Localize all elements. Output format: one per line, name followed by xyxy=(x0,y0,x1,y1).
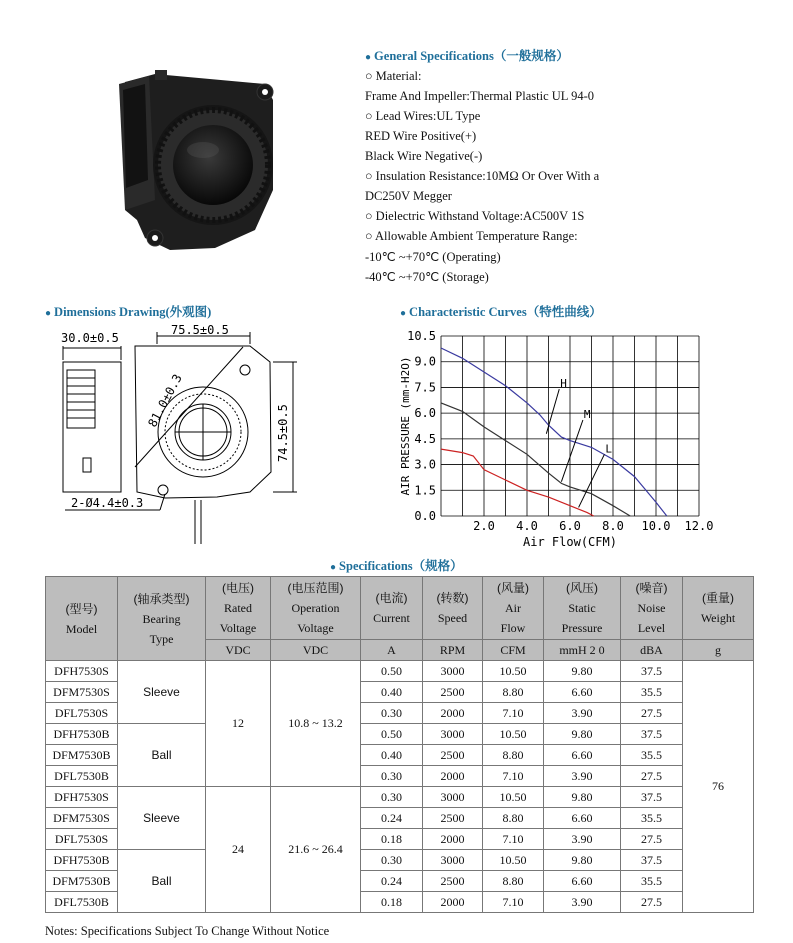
height-label: 74.5±0.5 xyxy=(276,404,290,462)
header-cell xyxy=(271,577,361,640)
spec-line: -10℃ ~+70℃ (Operating) xyxy=(365,250,501,264)
unit-cell: CFM xyxy=(483,640,544,661)
header-text: Voltage xyxy=(219,621,257,635)
header-cell xyxy=(544,577,621,640)
noise-cell: 27.5 xyxy=(621,766,683,787)
header-row xyxy=(46,577,754,640)
header-cell xyxy=(683,577,754,640)
table-row xyxy=(46,850,754,871)
curves-title: ● Characteristic Curves（特性曲线） xyxy=(400,305,602,319)
characteristic-chart xyxy=(395,326,715,552)
spec-line: ○ Material: xyxy=(365,69,422,83)
model-cell: DFL7530S xyxy=(46,829,118,850)
current-cell: 0.50 xyxy=(361,661,423,682)
current-cell: 0.18 xyxy=(361,829,423,850)
current-cell: 0.40 xyxy=(361,682,423,703)
spec-line: RED Wire Positive(+) xyxy=(365,129,477,143)
bearing-cell: Sleeve xyxy=(118,787,206,850)
speed-cell: 2000 xyxy=(423,892,483,913)
noise-cell: 37.5 xyxy=(621,850,683,871)
rated-voltage-cell: 24 xyxy=(206,787,271,913)
current-cell: 0.30 xyxy=(361,766,423,787)
header-text: (重量) xyxy=(702,591,734,605)
y-tick-label: 1.5 xyxy=(414,483,436,498)
pressure-cell: 9.80 xyxy=(544,850,621,871)
header-text: (噪音) xyxy=(635,581,668,595)
x-tick-label: 8.0 xyxy=(602,519,624,533)
noise-cell: 35.5 xyxy=(621,871,683,892)
noise-cell: 27.5 xyxy=(621,892,683,913)
notes: Notes: Specifications Subject To Change Without Notice xyxy=(45,924,330,938)
rated-voltage-cell: 12 xyxy=(206,661,271,787)
current-cell: 0.40 xyxy=(361,745,423,766)
model-cell: DFM7530S xyxy=(46,808,118,829)
y-tick-label: 9.0 xyxy=(414,354,436,369)
speed-cell: 3000 xyxy=(423,724,483,745)
table-row xyxy=(46,724,754,745)
airflow-cell: 7.10 xyxy=(483,703,544,724)
airflow-cell: 8.80 xyxy=(483,682,544,703)
spec-line: Black Wire Negative(-) xyxy=(365,149,483,163)
model-cell: DFH7530S xyxy=(46,787,118,808)
noise-cell: 35.5 xyxy=(621,808,683,829)
specs-title: ● Specifications（规格） xyxy=(330,559,463,573)
x-tick-label: 12.0 xyxy=(684,519,714,533)
series-label: L xyxy=(605,442,613,456)
holes-label: 2-Ø4.4±0.3 xyxy=(71,496,144,510)
header-text: Air xyxy=(505,601,521,615)
noise-cell: 37.5 xyxy=(621,724,683,745)
model-cell: DFL7530S xyxy=(46,703,118,724)
header-text: Current xyxy=(373,611,410,625)
pressure-cell: 3.90 xyxy=(544,703,621,724)
depth-label: 30.0±0.5 xyxy=(61,331,119,345)
speed-cell: 3000 xyxy=(423,787,483,808)
speed-cell: 3000 xyxy=(423,661,483,682)
noise-cell: 35.5 xyxy=(621,745,683,766)
table-row xyxy=(46,787,754,808)
airflow-cell: 7.10 xyxy=(483,829,544,850)
weight-cell: 76 xyxy=(683,661,754,913)
series-label: M xyxy=(583,408,591,421)
current-cell: 0.24 xyxy=(361,871,423,892)
header-cell xyxy=(483,577,544,640)
noise-cell: 37.5 xyxy=(621,661,683,682)
unit-cell: RPM xyxy=(423,640,483,661)
pressure-cell: 3.90 xyxy=(544,766,621,787)
current-cell: 0.30 xyxy=(361,850,423,871)
header-text: (轴承类型) xyxy=(133,591,190,606)
speed-cell: 2000 xyxy=(423,766,483,787)
operation-voltage-cell: 10.8 ~ 13.2 xyxy=(271,661,361,787)
header-text: Rated xyxy=(224,601,252,615)
header-text: (电压) xyxy=(222,581,254,595)
model-cell: DFH7530B xyxy=(46,850,118,871)
speed-cell: 2500 xyxy=(423,745,483,766)
header-text: (电压范围) xyxy=(287,581,344,595)
pressure-cell: 6.60 xyxy=(544,808,621,829)
current-cell: 0.30 xyxy=(361,787,423,808)
pressure-cell: 3.90 xyxy=(544,892,621,913)
header-cell xyxy=(423,577,483,640)
current-cell: 0.18 xyxy=(361,892,423,913)
width-label: 75.5±0.5 xyxy=(171,323,229,337)
bearing-cell: Sleeve xyxy=(118,661,206,724)
pressure-cell: 6.60 xyxy=(544,682,621,703)
header-text: Voltage xyxy=(297,621,334,635)
bearing-cell: Ball xyxy=(118,724,206,787)
series-label: H xyxy=(560,377,567,391)
speed-cell: 2500 xyxy=(423,808,483,829)
speed-cell: 2000 xyxy=(423,703,483,724)
header-text: (风量) xyxy=(497,581,529,595)
bearing-cell: Ball xyxy=(118,850,206,913)
pressure-cell: 6.60 xyxy=(544,745,621,766)
unit-cell: VDC xyxy=(271,640,361,661)
pressure-cell: 6.60 xyxy=(544,871,621,892)
header-text: Flow xyxy=(500,621,526,635)
airflow-cell: 10.50 xyxy=(483,661,544,682)
speed-cell: 2500 xyxy=(423,871,483,892)
pressure-cell: 9.80 xyxy=(544,724,621,745)
series-line xyxy=(441,348,667,516)
noise-cell: 37.5 xyxy=(621,787,683,808)
pressure-cell: 3.90 xyxy=(544,829,621,850)
speed-cell: 3000 xyxy=(423,850,483,871)
x-axis-label: Air Flow(CFM) xyxy=(523,535,617,549)
spec-line: DC250V Megger xyxy=(365,189,452,203)
header-cell xyxy=(118,577,206,661)
header-text: Pressure xyxy=(561,621,603,635)
x-tick-label: 10.0 xyxy=(641,519,671,533)
header-text: Weight xyxy=(700,611,736,625)
unit-cell: dBA xyxy=(621,640,683,661)
model-cell: DFL7530B xyxy=(46,766,118,787)
airflow-cell: 8.80 xyxy=(483,871,544,892)
airflow-cell: 8.80 xyxy=(483,745,544,766)
header-text: Operation xyxy=(291,601,340,615)
spec-line: Frame And Impeller:Thermal Plastic UL 94-0 xyxy=(365,89,594,103)
header-cell xyxy=(621,577,683,640)
header-text: Type xyxy=(149,631,174,646)
model-cell: DFM7530B xyxy=(46,871,118,892)
header-text: (电流) xyxy=(375,591,408,605)
pressure-cell: 9.80 xyxy=(544,661,621,682)
current-cell: 0.30 xyxy=(361,703,423,724)
spec-table xyxy=(45,576,754,913)
header-cell xyxy=(46,577,118,661)
model-cell: DFH7530S xyxy=(46,661,118,682)
x-tick-label: 2.0 xyxy=(473,519,495,533)
y-tick-label: 7.5 xyxy=(414,380,436,395)
diameter-label: 81.0±0.3 xyxy=(145,371,185,430)
spec-line: ○ Lead Wires:UL Type xyxy=(365,109,481,123)
spec-line: ○ Allowable Ambient Temperature Range: xyxy=(365,229,578,243)
header-text: (型号) xyxy=(65,601,98,616)
header-cell xyxy=(206,577,271,640)
airflow-cell: 10.50 xyxy=(483,724,544,745)
header-text: (转数) xyxy=(436,591,469,605)
unit-cell: A xyxy=(361,640,423,661)
unit-cell: g xyxy=(683,640,754,661)
header-text: Noise xyxy=(637,601,666,615)
current-cell: 0.24 xyxy=(361,808,423,829)
airflow-cell: 10.50 xyxy=(483,850,544,871)
spec-line: ○ Insulation Resistance:10MΩ Or Over With a xyxy=(365,169,600,183)
spec-line: ○ Dielectric Withstand Voltage:AC500V 1S xyxy=(365,209,585,223)
speed-cell: 2000 xyxy=(423,829,483,850)
model-cell: DFM7530B xyxy=(46,745,118,766)
y-tick-label: 0.0 xyxy=(414,509,436,523)
table-row xyxy=(46,661,754,682)
unit-cell: mmH 2 0 xyxy=(544,640,621,661)
y-tick-label: 6.0 xyxy=(414,406,436,421)
noise-cell: 35.5 xyxy=(621,682,683,703)
airflow-cell: 7.10 xyxy=(483,766,544,787)
pressure-cell: 9.80 xyxy=(544,787,621,808)
y-tick-label: 3.0 xyxy=(414,457,436,472)
header-cell xyxy=(361,577,423,640)
airflow-cell: 10.50 xyxy=(483,787,544,808)
model-cell: DFH7530B xyxy=(46,724,118,745)
y-axis-label: AIR PRESSURE (mm-H2O) xyxy=(399,356,412,496)
header-text: Speed xyxy=(437,611,468,625)
header-text: (风压) xyxy=(566,581,598,595)
current-cell: 0.50 xyxy=(361,724,423,745)
header-text: Static xyxy=(568,601,596,615)
fan-photo xyxy=(115,70,285,255)
general-spec-title: ● General Specifications（一般规格） xyxy=(365,49,569,63)
y-tick-label: 4.5 xyxy=(414,431,436,446)
x-tick-label: 4.0 xyxy=(516,519,538,533)
model-cell: DFL7530B xyxy=(46,892,118,913)
header-text: Level xyxy=(637,621,666,635)
header-text: Bearing xyxy=(142,611,181,626)
dimensions-drawing xyxy=(45,322,305,550)
noise-cell: 27.5 xyxy=(621,829,683,850)
dimensions-title: ● Dimensions Drawing(外观图) xyxy=(45,305,212,319)
airflow-cell: 7.10 xyxy=(483,892,544,913)
airflow-cell: 8.80 xyxy=(483,808,544,829)
noise-cell: 27.5 xyxy=(621,703,683,724)
unit-cell: VDC xyxy=(206,640,271,661)
series-leader xyxy=(561,420,583,482)
y-tick-label: 10.5 xyxy=(407,329,436,343)
model-cell: DFM7530S xyxy=(46,682,118,703)
speed-cell: 2500 xyxy=(423,682,483,703)
x-tick-label: 6.0 xyxy=(559,519,581,533)
operation-voltage-cell: 21.6 ~ 26.4 xyxy=(271,787,361,913)
series-line xyxy=(441,449,594,516)
spec-line: -40℃ ~+70℃ (Storage) xyxy=(365,270,489,284)
header-text: Model xyxy=(65,621,98,636)
